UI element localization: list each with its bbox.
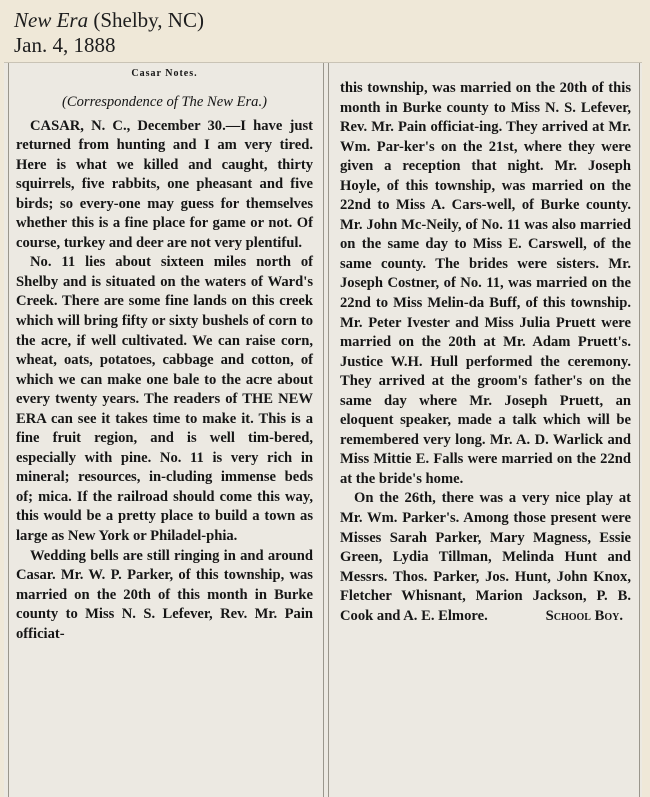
paragraph: Wedding bells are still ringing in and around Casar. Mr. W. P. Parker, of this township, was married on the 20th of this month in Burke county to Miss N. S. Lefever, Rev. Mr. Pain officiat- — [16, 547, 313, 642]
publication-date: Jan. 4, 1888 — [14, 33, 116, 57]
right-column — [340, 79, 631, 797]
correspondence-line: (Correspondence of The New Era.) — [62, 94, 267, 110]
newspaper-location: (Shelby, NC) — [93, 8, 204, 32]
column-rule — [323, 63, 324, 797]
newspaper-name: New Era — [14, 8, 89, 32]
column-rule — [328, 63, 329, 797]
column-rule — [8, 63, 9, 797]
paragraph: No. 11 lies about sixteen miles north of Shelby and is situated on the waters of Ward's Creek. There are some fine lands on this creek which will bring fifty or sixty bushels of corn to the acre, if well cultivated. We can raise corn, wheat, oats, potatoes, cabbage and cotton, of which we can make one bale to the acre about every twenty years. The readers of THE NEW ERA can see it takes time to make it. This is a fine fruit region, and is well tim-bered, especially with pine. No. 11 is very rich in mineral; resources, in-cluding immense beds of; mica. If the railroad should come this way, this would be a pretty place to build a town as large as New York or Philadel-phia. — [16, 254, 313, 545]
caption-line-1 — [14, 8, 204, 33]
clipping-caption — [14, 8, 204, 58]
left-column — [16, 63, 313, 797]
newspaper-clipping — [4, 62, 642, 797]
paragraph: CASAR, N. C., December 30.—I have just returned from hunting and I am very tired. Here is what we killed and caught, thirty squirrels, five rabbits, one pheasant and five birds; so every-one may guess for themselves whether this is a fine place for game or not. Of course, turkey and deer are not very plentiful. — [16, 117, 313, 251]
article-title: Casar Notes. — [131, 68, 198, 79]
paragraph: this township, was married on the 20th of this month in Burke county to Miss N. S. Lefever, Rev. Mr. Pain officiat-ing. They arrived at Mr. Wm. Par-ker's on the 21st, where they were given a reception that night. Mr. Joseph Hoyle, of this township, was married on the 22nd to Miss A. Cars-well, of Burke county. Mr. John Mc-Neily, of No. 11 was also married on the same day to Miss E. Carswell, of the same county. The brides were sisters. Mr. Joseph Costner, of No. 11, was married on the 22nd to Miss Melin-da Buff, of this township. Mr. Peter Ivester and Miss Julia Pruett were married on the 20th at Mr. Adam Pruett's. Justice W.H. Hull performed the ceremony. They arrived at the groom's father's on the same day where Mr. Joseph Pruett, an eloquent speaker, made a talk which will be remembered very long. Mr. A. D. Warlick and Miss Mittie E. Falls were married on the 22nd at the bride's home. — [340, 80, 631, 487]
paragraph: On the 26th, there was a very nice play at Mr. Wm. Parker's. Among those present were Misses Sarah Parker, Mary Magness, Essie Green, Lydia Tillman, Melinda Hunt and Messrs. Thos. Parker, Jos. Hunt, John Knox, Fletcher Whisnant, Marion Jackson, P. B. Cook and A. E. Elmore. — [340, 490, 631, 624]
signature: School Boy. — [545, 607, 623, 624]
column-rule — [639, 63, 640, 797]
